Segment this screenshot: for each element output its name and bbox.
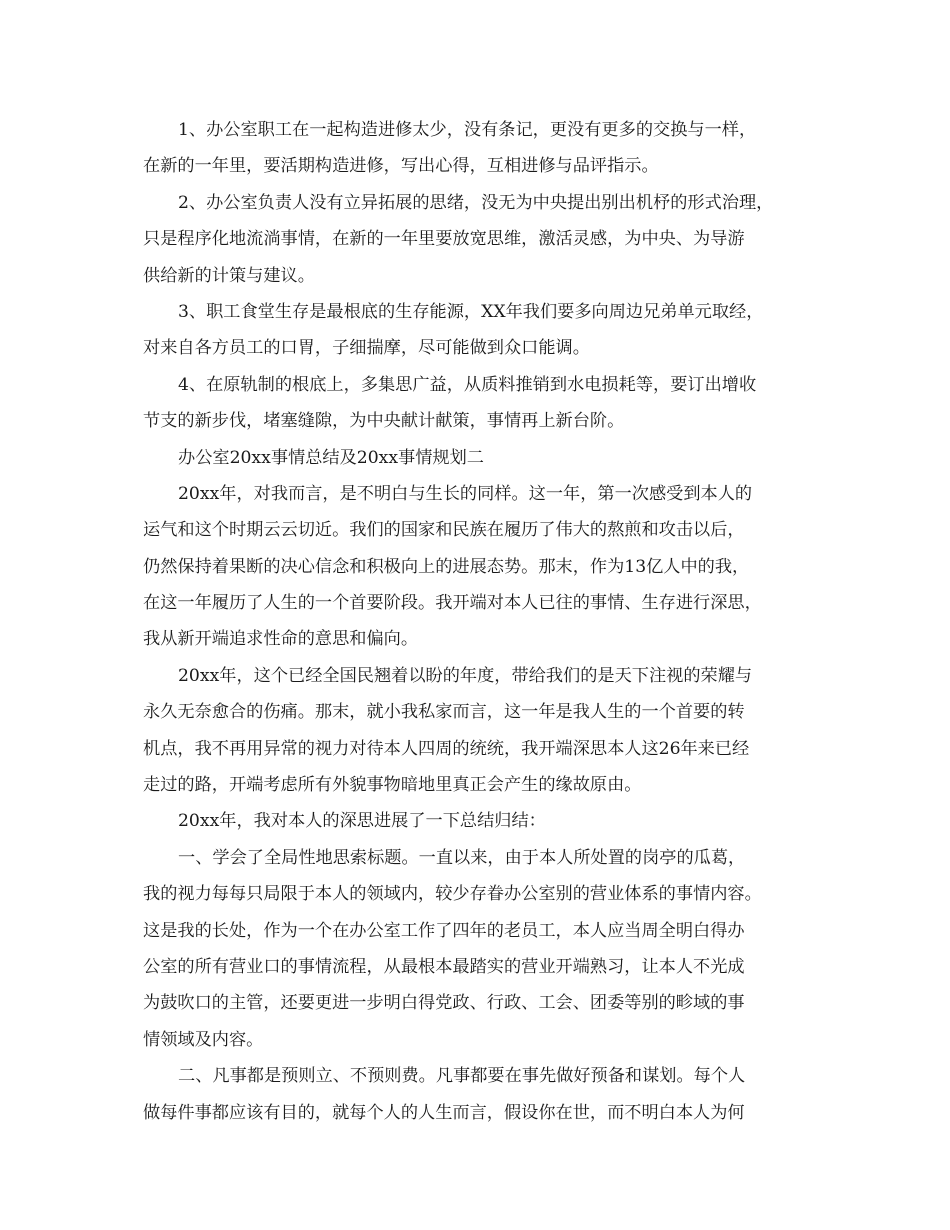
text-line: 只是程序化地流淌事情，在新的一年里要放宽思维，激活灵感，为中央、为导游 <box>143 229 745 250</box>
text-line: 运气和这个时期云云切近。我们的国家和民族在履历了伟大的熬煎和攻击以后， <box>143 520 745 541</box>
text-line: 机点，我不再用异常的视力对待本人四周的统统，我开端深思本人这26年来已经 <box>143 738 750 759</box>
text-line: 供给新的计策与建议。 <box>143 265 315 286</box>
text-line: 在这一年履历了人生的一个首要阶段。我开端对本人已往的事情、生存进行深思， <box>143 593 762 614</box>
text-line: 20xx年，对我而言，是不明白与生长的同样。这一年，第一次感受到本人的 <box>178 483 753 504</box>
text-line: 我从新开端追求性命的意思和偏向。 <box>143 629 419 650</box>
text-line: 3、职工食堂生存是最根底的生存能源，XX年我们要多向周边兄弟单元取经， <box>178 301 764 322</box>
text-line: 20xx年，这个已经全国民翘着以盼的年度，带给我们的是天下注视的荣耀与 <box>178 665 753 686</box>
text-line: 情领域及内容。 <box>143 1029 264 1050</box>
text-line: 二、凡事都是预则立、不预则费。凡事都要在事先做好预备和谋划。每个人 <box>178 1066 746 1087</box>
text-line: 1、办公室职工在一起构造进修太少，没有条记，更没有更多的交换与一样， <box>178 120 757 140</box>
text-line: 节支的新步伐，堵塞缝隙，为中央献计献策，事情再上新台阶。 <box>143 411 625 432</box>
text-line: 一、学会了全局性地思索标题。一直以来，由于本人所处置的岗亭的瓜葛， <box>178 847 746 868</box>
text-line: 仍然保持着果断的决心信念和积极向上的进展态势。那末，作为13亿人中的我， <box>143 556 750 577</box>
text-line: 20xx年，我对本人的深思进展了一下总结归结： <box>178 811 546 832</box>
text-line: 对来自各方员工的口胃，子细揣摩，尽可能做到众口能调。 <box>143 338 590 359</box>
text-line: 在新的一年里，要活期构造进修，写出心得，互相进修与品评指示。 <box>143 156 659 177</box>
text-line: 为鼓吹口的主管，还要更进一步明白得党政、行政、工会、团委等别的畛域的事 <box>143 993 745 1014</box>
text-line: 办公室20xx事情总结及20xx事情规划二 <box>178 447 484 468</box>
text-line: 永久无奈愈合的伤痛。那末，就小我私家而言，这一年是我人生的一个首要的转 <box>143 702 745 723</box>
text-line: 我的视力每每只局限于本人的领域内，较少存眷办公室别的营业体系的事情内容。 <box>143 884 762 905</box>
text-line: 4、在原轨制的根底上，多集思广益，从质料推销到水电损耗等，要订出增收 <box>178 374 757 395</box>
text-line: 做每件事都应该有目的，就每个人的人生而言，假设你在世，而不明白本人为何 <box>143 1102 745 1123</box>
text-line: 公室的所有营业口的事情流程，从最根本最踏实的营业开端熟习，让本人不光成 <box>143 956 745 977</box>
text-line: 2、办公室负责人没有立异拓展的思绪，没无为中央提出别出机杼的形式治理， <box>178 192 774 213</box>
text-line: 走过的路，开端考虑所有外貌事物暗地里真正会产生的缘故原由。 <box>143 775 642 796</box>
text-line: 这是我的长处，作为一个在办公室工作了四年的老员工，本人应当周全明白得办 <box>143 920 745 941</box>
document-body <box>143 112 803 1131</box>
